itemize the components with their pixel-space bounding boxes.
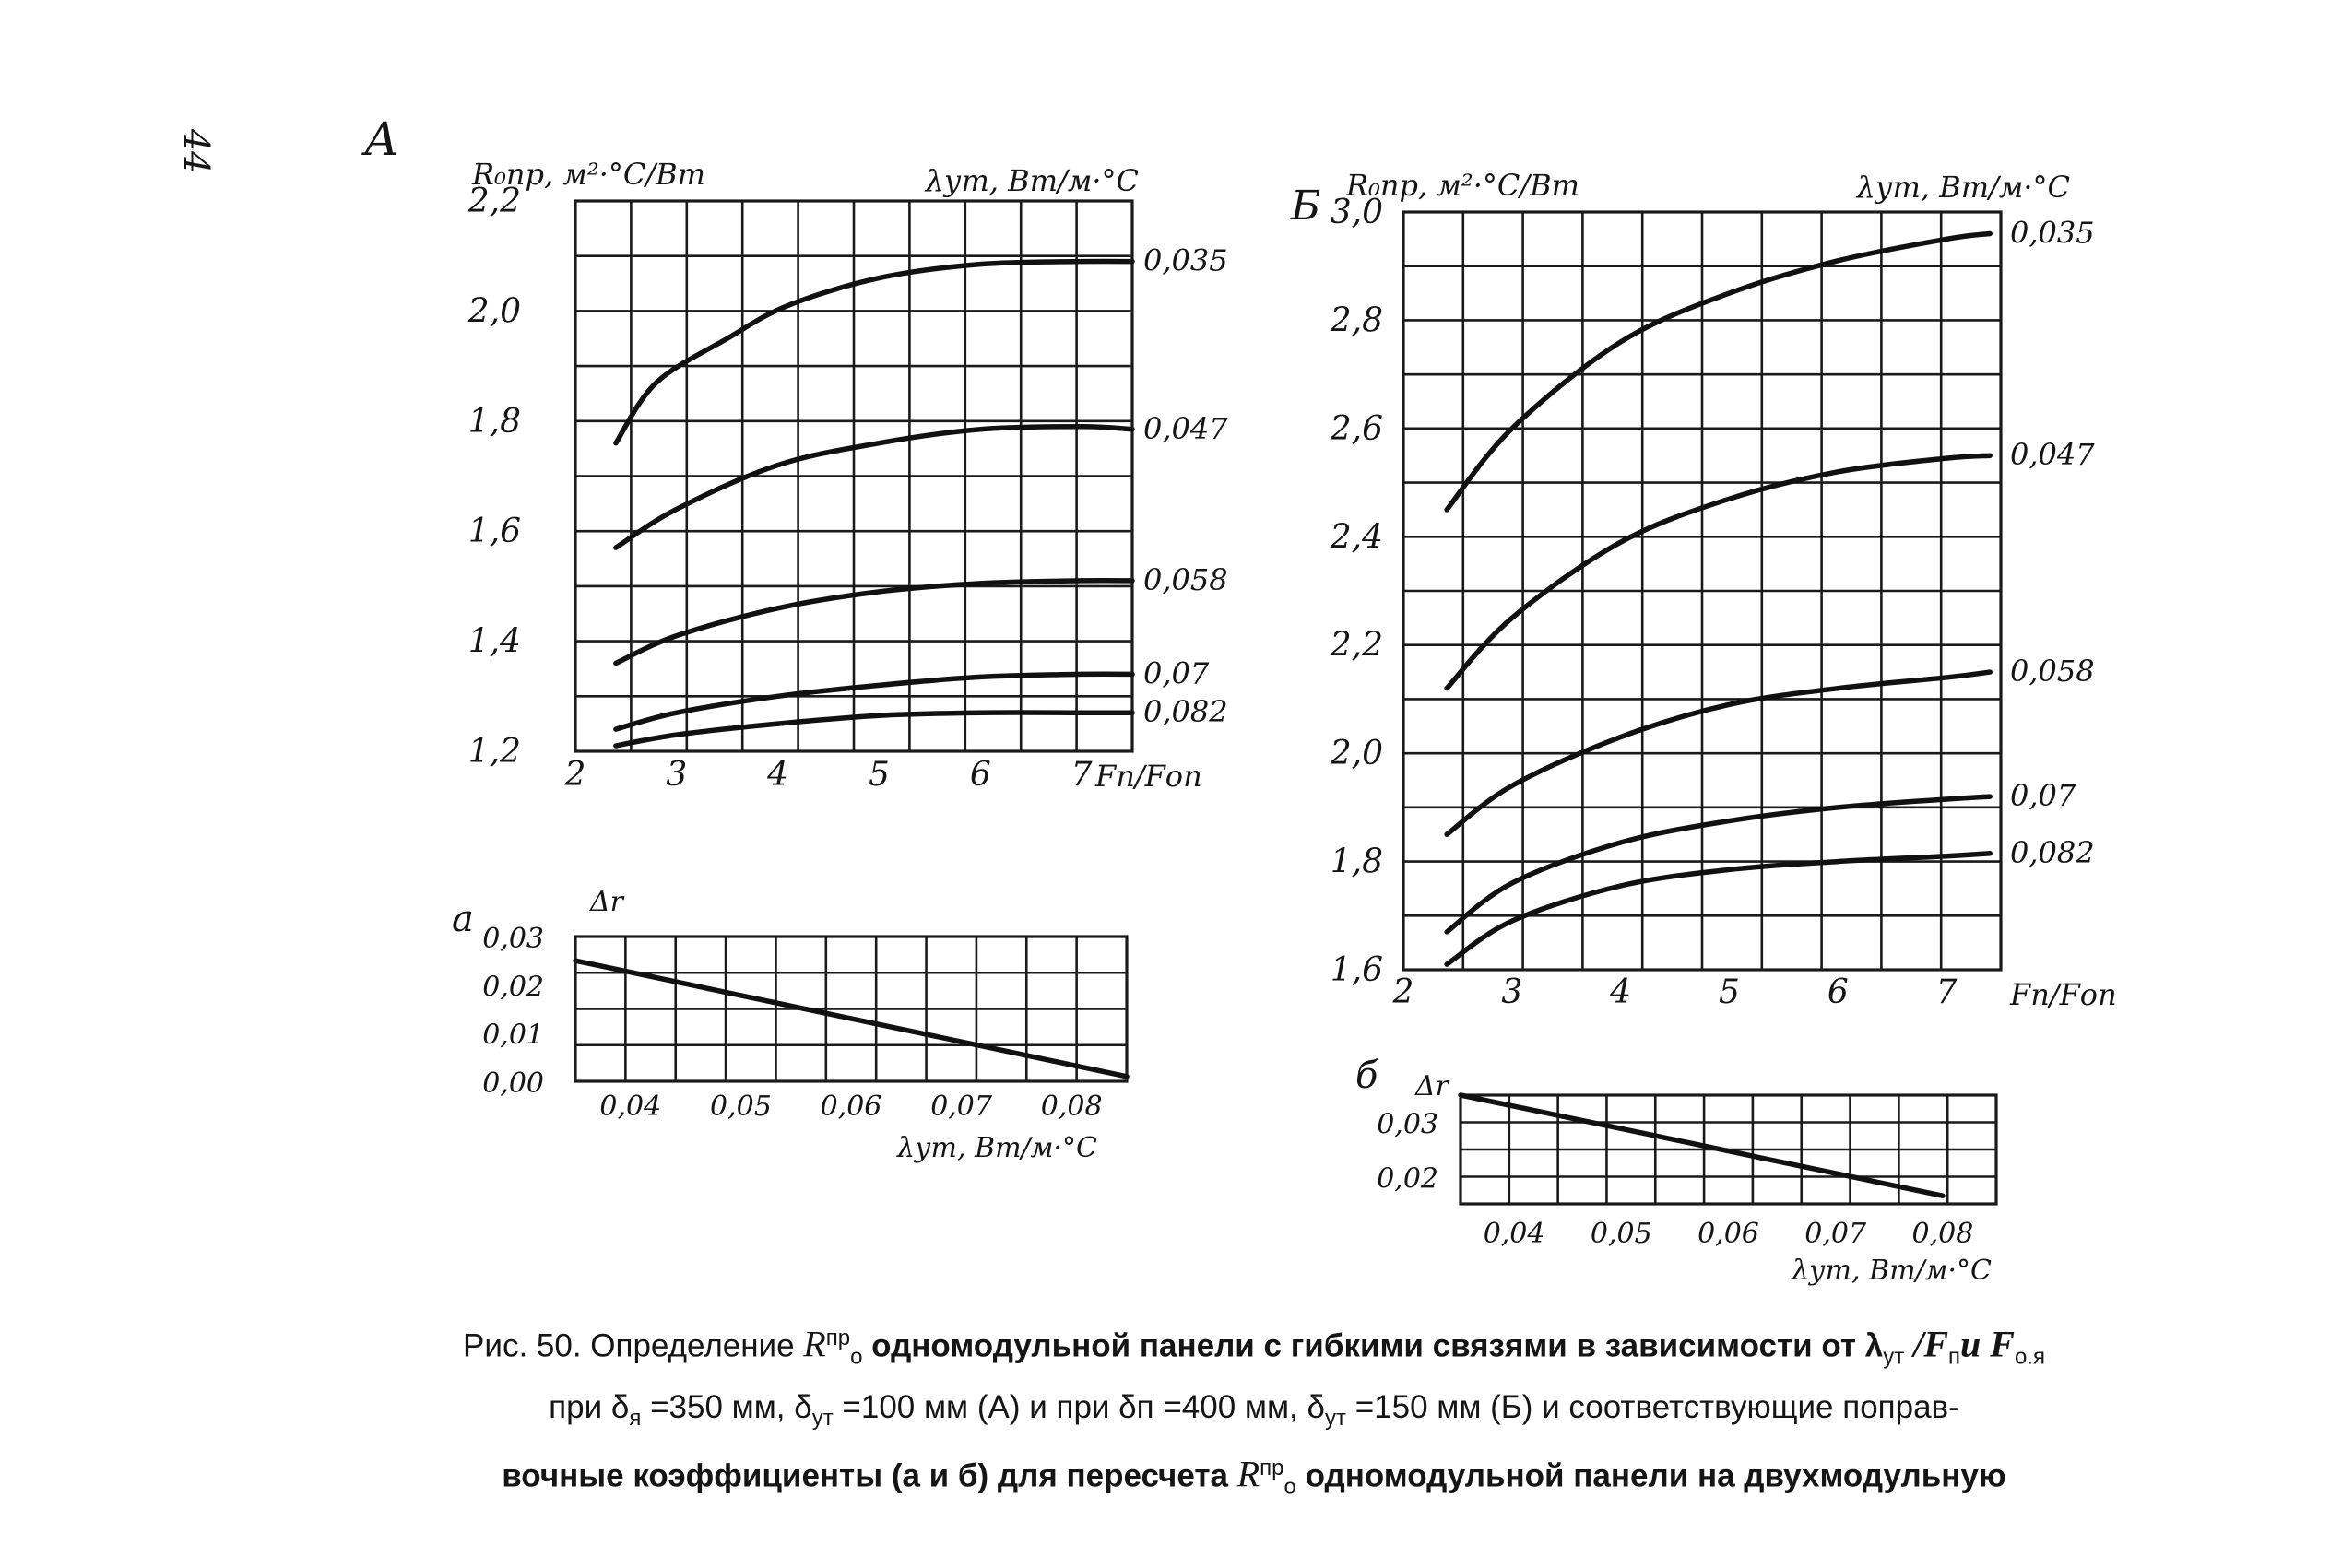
panel-label: А — [364, 112, 399, 166]
y-tick-label: 1,4 — [467, 622, 521, 661]
y-tick-label: 2,2 — [467, 183, 521, 220]
series-label: 0,058 — [1143, 561, 1228, 597]
x-tick-label: 0,04 — [599, 1091, 662, 1123]
series-label: 0,047 — [2010, 437, 2095, 473]
chart-a — [452, 886, 1127, 1164]
x-tick-label: 0,06 — [1697, 1218, 1759, 1250]
caption-fp-sub: п — [1948, 1344, 1960, 1370]
caption-text: =350 мм, δ — [641, 1388, 812, 1425]
y-tick-label: 0,03 — [1377, 1108, 1438, 1141]
y-tick-label: 0,01 — [482, 1019, 544, 1052]
series-label-header: λут, Вт/м·°C — [925, 163, 1139, 198]
series-line-0,047 — [616, 427, 1132, 548]
y-axis-label: Δr — [1415, 1070, 1449, 1102]
y-tick-label: 0,00 — [482, 1067, 544, 1100]
series-label: 0,07 — [2010, 778, 2076, 814]
panel-label: Б — [1291, 183, 1321, 230]
x-tick-label: 5 — [1719, 973, 1740, 1011]
caption-text: и F — [1960, 1323, 2015, 1365]
series-line-0,082 — [616, 713, 1132, 746]
caption-text: =150 мм (Б) и соответствующие поправ- — [1345, 1388, 1959, 1425]
panel-label: б — [1355, 1055, 1378, 1097]
caption-text: Рис. 50. Определение — [463, 1327, 804, 1364]
chart-B — [1290, 168, 2117, 1012]
caption-text: одномодульной панели на двухмодульную — [1295, 1457, 2006, 1494]
series-line-0,035 — [616, 261, 1132, 442]
y-axis-label: Δr — [590, 886, 624, 918]
series-label: 0,07 — [1143, 655, 1210, 691]
x-tick-label: 3 — [666, 756, 688, 794]
x-tick-label: 6 — [1827, 973, 1849, 1011]
caption-r-sup: пр — [825, 1326, 851, 1350]
x-tick-label: 0,07 — [1804, 1218, 1867, 1250]
x-tick-label: 7 — [1070, 756, 1093, 794]
x-tick-label: 4 — [767, 756, 789, 794]
x-tick-label: 0,05 — [1590, 1218, 1652, 1250]
y-tick-label: 0,02 — [482, 971, 544, 1004]
caption-delta-sub: ут — [1324, 1405, 1346, 1431]
caption-r-sub: o — [850, 1344, 863, 1370]
y-tick-label: 1,8 — [1330, 843, 1383, 881]
x-tick-label: 0,08 — [1911, 1218, 1974, 1250]
caption-lambda: λ — [1864, 1327, 1884, 1364]
caption-delta-sub: я — [629, 1405, 642, 1431]
series-label: 0,058 — [2010, 654, 2095, 690]
caption-text: =100 мм (А) и при δп =400 мм, δ — [833, 1388, 1325, 1425]
series-label: 0,035 — [1143, 242, 1228, 278]
x-axis-label: Fп/Fоп — [1095, 759, 1202, 794]
x-tick-label: 5 — [869, 756, 890, 794]
y-tick-label: 0,02 — [1377, 1162, 1438, 1196]
series-label: 0,047 — [1143, 410, 1228, 446]
y-tick-label: 1,2 — [467, 733, 521, 771]
y-tick-label: 3,0 — [1330, 194, 1383, 231]
y-tick-label: 2,4 — [1330, 518, 1383, 557]
series-label: 0,082 — [1143, 694, 1228, 730]
chart-A — [361, 112, 1228, 794]
caption-text: /F — [1904, 1323, 1948, 1365]
caption-r-sup: пр — [1260, 1455, 1284, 1480]
panel-label: а — [452, 898, 474, 940]
series-label: 0,082 — [2010, 834, 2095, 870]
y-tick-label: 1,6 — [1330, 951, 1383, 989]
y-tick-label: 2,2 — [1330, 626, 1383, 665]
series-line-correction — [1461, 1095, 1943, 1196]
y-tick-label: 2,6 — [1330, 409, 1383, 448]
series-line-0,07 — [616, 674, 1132, 729]
figure-caption — [387, 1314, 2121, 1512]
y-axis-label: R₀пр, м²·°C/Вт — [472, 157, 706, 192]
caption-foya-sub: о.я — [2014, 1344, 2045, 1370]
caption-lambda-sub: ут — [1883, 1344, 1905, 1370]
x-tick-label: 4 — [1610, 973, 1632, 1011]
x-tick-label: 0,06 — [820, 1091, 882, 1123]
y-tick-label: 1,8 — [467, 402, 521, 441]
caption-text: вочные коэффициенты (а и б) для пересчета — [502, 1457, 1237, 1494]
caption-delta-sub: ут — [811, 1405, 834, 1431]
y-tick-label: 2,8 — [1330, 301, 1383, 340]
x-tick-label: 0,04 — [1483, 1218, 1545, 1250]
series-line-0,082 — [1447, 854, 1990, 964]
x-tick-label: 0,07 — [930, 1091, 992, 1123]
caption-text: при δ — [549, 1388, 630, 1425]
x-axis-label: Fп/Fоп — [2010, 977, 2117, 1012]
x-tick-label: 2 — [564, 756, 586, 794]
y-axis-label: R₀пр, м²·°C/Вт — [1346, 168, 1580, 203]
x-tick-label: 2 — [1392, 973, 1414, 1011]
x-tick-label: 6 — [969, 756, 991, 794]
series-label-header: λут, Вт/м·°C — [1856, 170, 2070, 205]
caption-r-symbol: R — [1236, 1453, 1260, 1495]
x-tick-label: 7 — [1935, 973, 1958, 1011]
x-tick-label: 0,08 — [1040, 1091, 1103, 1123]
y-tick-label: 2,0 — [467, 292, 521, 331]
x-axis-label: λут, Вт/м·°C — [897, 1132, 1097, 1164]
page-number: 44 — [176, 129, 217, 174]
series-line-0,047 — [1447, 455, 1990, 688]
series-line-0,058 — [616, 581, 1132, 664]
y-tick-label: 2,0 — [1330, 735, 1383, 773]
series-line-0,035 — [1447, 233, 1990, 509]
y-tick-label: 1,6 — [467, 513, 521, 551]
x-axis-label: λут, Вт/м·°C — [1792, 1255, 1992, 1287]
caption-r-sub: o — [1283, 1474, 1296, 1500]
y-tick-label: 0,03 — [482, 923, 544, 955]
series-label: 0,035 — [2010, 215, 2095, 251]
x-tick-label: 0,05 — [710, 1091, 772, 1123]
series-line-correction — [575, 961, 1127, 1077]
chart-b — [1355, 1055, 1996, 1287]
caption-r-symbol: R — [803, 1323, 826, 1365]
caption-text: одномодульной панели с гибкими связями в зависимости от — [862, 1327, 1865, 1364]
x-tick-label: 3 — [1501, 973, 1523, 1011]
